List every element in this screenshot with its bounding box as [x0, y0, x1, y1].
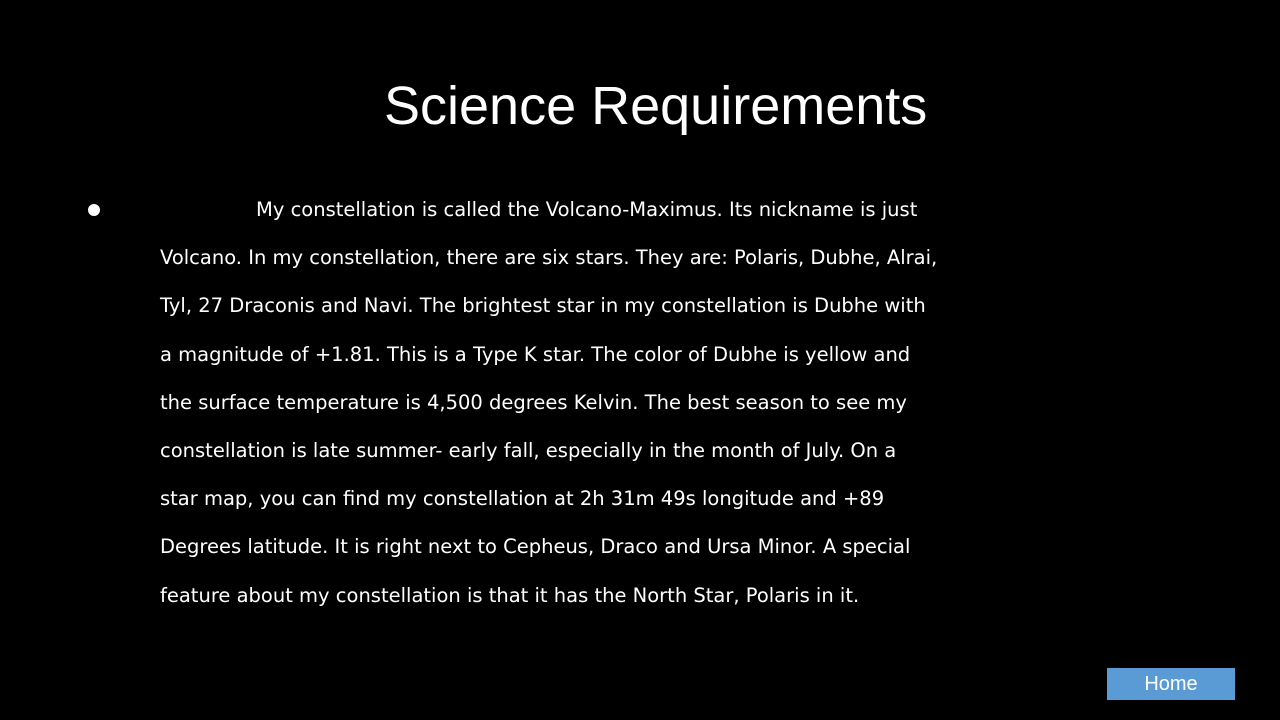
paragraph-line: Tyl, 27 Draconis and Navi. The brightest star in my constellation is Dubhe with [160, 294, 926, 318]
paragraph-line: Degrees latitude. It is right next to Cepheus, Draco and Ursa Minor. A special [160, 535, 911, 559]
paragraph-line: My constellation is called the Volcano-Maximus. Its nickname is just [256, 198, 918, 221]
home-button[interactable]: Home [1107, 668, 1235, 700]
body-paragraph [160, 186, 1040, 620]
paragraph-line: feature about my constellation is that it has the North Star, Polaris in it. [160, 583, 860, 607]
paragraph-line: a magnitude of +1.81. This is a Type K star. The color of Dubhe is yellow and [160, 342, 911, 366]
paragraph-line: constellation is late summer- early fall, especially in the month of July. On a [160, 439, 897, 463]
bullet-icon [88, 204, 100, 216]
slide-title: Science Requirements [384, 76, 928, 136]
paragraph-line: the surface temperature is 4,500 degrees Kelvin. The best season to see my [160, 390, 907, 414]
paragraph-line: Volcano. In my constellation, there are six stars. They are: Polaris, Dubhe, Alrai, [160, 246, 938, 270]
paragraph-line: star map, you can find my constellation at 2h 31m 49s longitude and +89 [160, 487, 885, 511]
